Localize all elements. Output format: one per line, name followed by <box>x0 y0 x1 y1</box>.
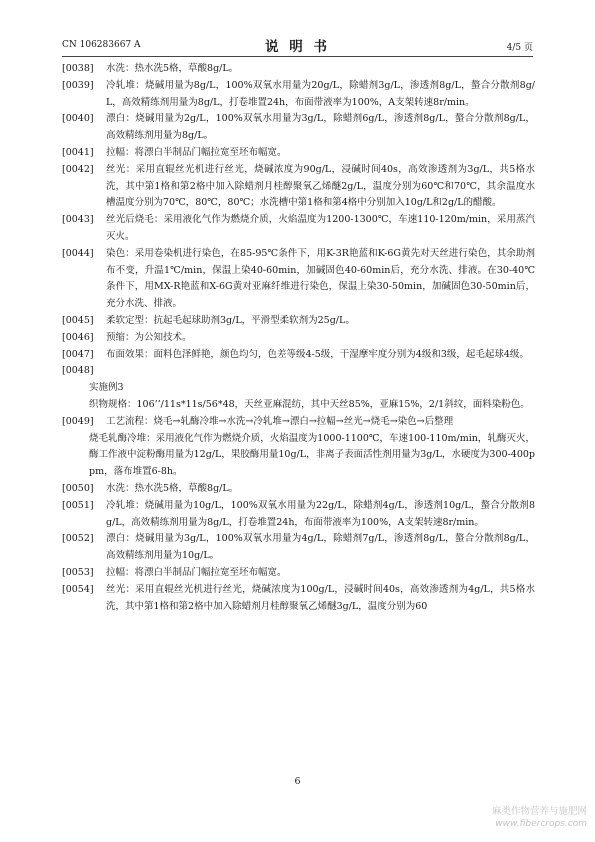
paragraph-text: 丝光：采用直辊丝光机进行丝光，烧碱浓度为100g/L，浸碱时间40s，高效渗透剂为4g/L，共5格水洗，其中第1格和第2格中加入除蜡剂月桂醇聚氧乙烯醚3g/L，温度分别为60 <box>106 583 535 612</box>
document-body <box>62 61 535 615</box>
paragraph-0040 <box>62 111 535 145</box>
paragraph-text: 冷轧堆：烧碱用量为8g/L，100%双氧水用量为20g/L，除蜡剂3g/L，渗透剂8g/L，螯合分散剂8g/L，高效精练剂用量为8g/L，打卷堆置24h，布面带液率为100%，A支架转速8r/min。 <box>106 79 535 108</box>
paragraph-text: 漂白：烧碱用量为3g/L，100%双氧水用量为4g/L，除蜡剂7g/L，渗透剂8g/L，螯合分散剂8g/L，高效精练剂用量为10g/L。 <box>106 533 535 562</box>
paragraph-number: [0050] <box>62 482 94 494</box>
paragraph-number: [0049] <box>62 415 94 427</box>
paragraph-0046 <box>62 330 535 347</box>
paragraph-number: [0048] <box>62 365 94 377</box>
paragraph-number: [0045] <box>62 314 94 326</box>
paragraph-0049 <box>62 414 535 431</box>
watermark-url: www.fibercrops.com <box>495 819 587 829</box>
paragraph-0044 <box>62 246 535 313</box>
site-watermark <box>492 806 587 830</box>
paragraph-0043 <box>62 212 535 246</box>
paragraph-0039 <box>62 78 535 112</box>
paragraph-0053 <box>62 565 535 582</box>
paragraph-0047 <box>62 347 535 364</box>
paragraph-text: 漂白：烧碱用量为2g/L，100%双氧水用量为3g/L，除蜡剂6g/L，渗透剂8g/L，螯合分散剂8g/L，高效精练剂用量为8g/L。 <box>106 113 535 142</box>
document-title: 说 明 书 <box>265 39 330 55</box>
paragraph-text: 水洗：热水洗5格，草酸8g/L。 <box>106 482 239 494</box>
paragraph-number: [0054] <box>62 583 94 595</box>
paragraph-text: 染色：采用卷染机进行染色，在85-95℃条件下，用K-3R艳蓝和K-6G黄先对天丝进行染色，其余助剂布不变，升温1℃/min，保温上染40-60min，加碱固色40-60min后，充分水洗、排液。在30-40℃条件下，用MX-R艳蓝和X-6G黄对亚麻纤维进行染色，保温上染30-50min，加碱固色30-50min后，充分水洗、排液。 <box>106 247 535 310</box>
paragraph-0050 <box>62 481 535 498</box>
paragraph-number: [0039] <box>62 79 94 91</box>
singeing-enzyme-paragraph: 烧毛轧酶冷堆：采用液化气作为燃烧介质，火焰温度为1000-1100℃，车速100-110m/min，轧酶灭火，酶工作液中淀粉酶用量为12g/L，果胶酶用量10g/L，非离子表面活性剂用量为3g/L，水硬度为300-400ppm，落布堆置6-8h。 <box>89 432 535 478</box>
paragraph-0051 <box>62 498 535 532</box>
page-header <box>62 34 533 57</box>
paragraph-number: [0044] <box>62 247 94 259</box>
page-number: 6 <box>294 776 301 787</box>
paragraph-text: 丝光：采用直辊丝光机进行丝光，烧碱浓度为90g/L，浸碱时间40s，高效渗透剂为3g/L，共5格水洗，其中第1格和第2格中加入除蜡剂月桂醇聚氧乙烯醚2g/L，温度分别为60℃和70℃，其余温度水槽温度分别为70℃，80℃，80℃；水洗槽中第1格和第4格中分别加入10g/L和2g/L的醋酸。 <box>106 163 535 209</box>
example-heading: 实施例3 <box>89 382 124 394</box>
paragraph-text: 冷轧堆：烧碱用量为10g/L，100%双氧水用量为22g/L，除蜡剂4g/L，渗透剂10g/L，螯合分散剂8g/L，高效精练剂用量为8g/L，打卷堆置24h，布面带液率为100%，A支架转速8r/min。 <box>106 499 535 528</box>
paragraph-number: [0053] <box>62 566 94 578</box>
paragraph-number: [0042] <box>62 163 94 175</box>
paragraph-text: 工艺流程：烧毛→轧酶冷堆→水洗→冷轧堆→漂白→拉幅→丝光→烧毛→染色→后整理 <box>106 415 454 427</box>
paragraph-text <box>106 363 535 380</box>
paragraph-text: 拉幅：将漂白半制品门幅拉宽至坯布幅宽。 <box>106 566 287 578</box>
paragraph-number: [0047] <box>62 348 94 360</box>
paragraph-0042 <box>62 162 535 212</box>
paragraph-text: 预缩：为公知技术。 <box>106 331 192 343</box>
paragraph-0041 <box>62 145 535 162</box>
paragraph-number: [0040] <box>62 113 94 125</box>
paragraph-0038 <box>62 61 535 78</box>
paragraph-number: [0041] <box>62 146 94 158</box>
paragraph-0045 <box>62 313 535 330</box>
paragraph-text: 拉幅：将漂白半制品门幅拉宽至坯布幅宽。 <box>106 146 287 158</box>
paragraph-number: [0043] <box>62 214 94 226</box>
paragraph-0048 <box>62 363 535 380</box>
paragraph-number: [0038] <box>62 63 94 74</box>
page-info: 4/5 页 <box>506 43 533 53</box>
publication-number: CN 106283667 A <box>62 40 141 50</box>
watermark-site-name: 麻类作物营养与施肥网 <box>491 806 587 817</box>
paragraph-number: [0046] <box>62 331 94 343</box>
paragraph-number: [0052] <box>62 533 94 545</box>
fabric-specification: 织物规格：106’’/11s*11s/56*48，天丝亚麻混纺，其中天丝85%，亚麻15%，2/1斜纹，面料染粉色。 <box>89 398 530 410</box>
paragraph-text: 水洗：热水洗5格，草酸8g/L。 <box>106 63 239 74</box>
paragraph-number: [0051] <box>62 499 94 511</box>
paragraph-text: 布面效果：面料色泽鲜艳，颜色均匀，色差等级4-5级，干湿摩牢度分别为4级和3级，起毛起球4级。 <box>106 348 529 360</box>
paragraph-text: 丝光后烧毛：采用液化气作为燃烧介质，火焰温度为1200-1300℃，车速110-120m/min，采用蒸汽灭火。 <box>106 214 535 242</box>
paragraph-0052 <box>62 531 535 565</box>
paragraph-text: 柔软定型：抗起毛起球助剂3g/L，平滑型柔软剂为25g/L。 <box>106 314 355 326</box>
paragraph-0054 <box>62 582 535 616</box>
